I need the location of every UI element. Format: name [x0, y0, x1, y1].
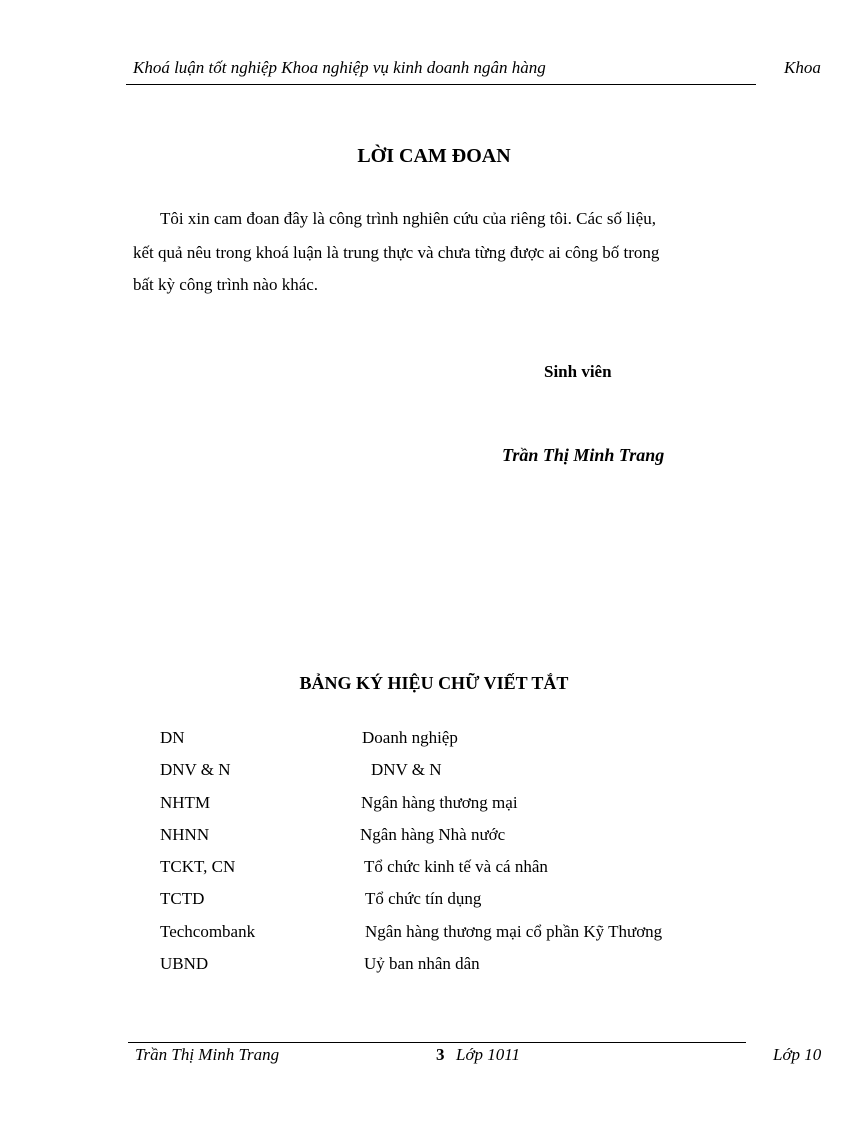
abbreviation-key: Techcombank	[160, 921, 256, 941]
abbreviation-value: Ngân hàng thương mại	[361, 792, 518, 812]
abbreviation-key: DN	[160, 728, 185, 747]
abbreviation-row	[160, 857, 760, 889]
abbreviation-value: Tổ chức tín dụng	[365, 889, 482, 909]
abbreviation-row	[160, 954, 760, 986]
abbreviation-value: Ngân hàng thương mại cổ phần Kỹ Thương	[365, 921, 663, 941]
declaration-title: LỜI CAM ĐOAN	[357, 145, 511, 167]
declaration-line-2: kết quả nêu trong khoá luận là trung thực và chưa từng được ai công bố trong	[133, 243, 660, 262]
declaration-line-1: Tôi xin cam đoan đây là công trình nghiên cứu của riêng tôi. Các số liệu,	[160, 209, 656, 228]
abbreviation-row	[160, 793, 760, 825]
footer-page-number: 3	[436, 1045, 445, 1064]
abbreviation-value: Tổ chức kinh tế và cá nhân	[364, 857, 548, 877]
footer-class-label: Lớp 1011	[456, 1045, 521, 1064]
abbreviation-key: NHNN	[160, 824, 210, 844]
abbreviation-row	[160, 728, 760, 760]
signer-name: Trần Thị Minh Trang	[502, 445, 665, 465]
signer-label: Sinh viên	[544, 362, 612, 381]
header-rule	[126, 84, 756, 85]
footer-rule	[128, 1042, 746, 1043]
footer-author: Trần Thị Minh Trang	[135, 1045, 280, 1064]
footer-class-overflow: Lớp 10	[773, 1045, 822, 1064]
abbreviation-key: UBND	[160, 954, 209, 974]
declaration-line-3: bất kỳ công trình nào khác.	[133, 275, 319, 294]
abbreviation-value: Uỷ ban nhân dân	[364, 954, 480, 974]
abbreviation-list	[160, 728, 760, 986]
abbreviation-value: Doanh nghiệp	[362, 728, 458, 747]
abbreviation-key: TCKT, CN	[160, 857, 236, 877]
abbreviation-table-title: BẢNG KÝ HIỆU CHỮ VIẾT TẮT	[299, 673, 569, 693]
abbreviation-row	[160, 889, 760, 921]
abbreviation-key: TCTD	[160, 889, 205, 909]
running-header-title: Khoá luận tốt nghiệp Khoa nghiệp vụ kinh doanh ngân hàng	[133, 58, 546, 77]
abbreviation-row	[160, 922, 760, 954]
running-header-overflow: Khoa	[784, 58, 821, 77]
abbreviation-row	[160, 760, 760, 792]
abbreviation-key: DNV & N	[160, 760, 231, 780]
abbreviation-key: NHTM	[160, 792, 211, 812]
abbreviation-value: Ngân hàng Nhà nước	[360, 824, 506, 844]
abbreviation-value: DNV & N	[371, 760, 442, 780]
abbreviation-row	[160, 825, 760, 857]
